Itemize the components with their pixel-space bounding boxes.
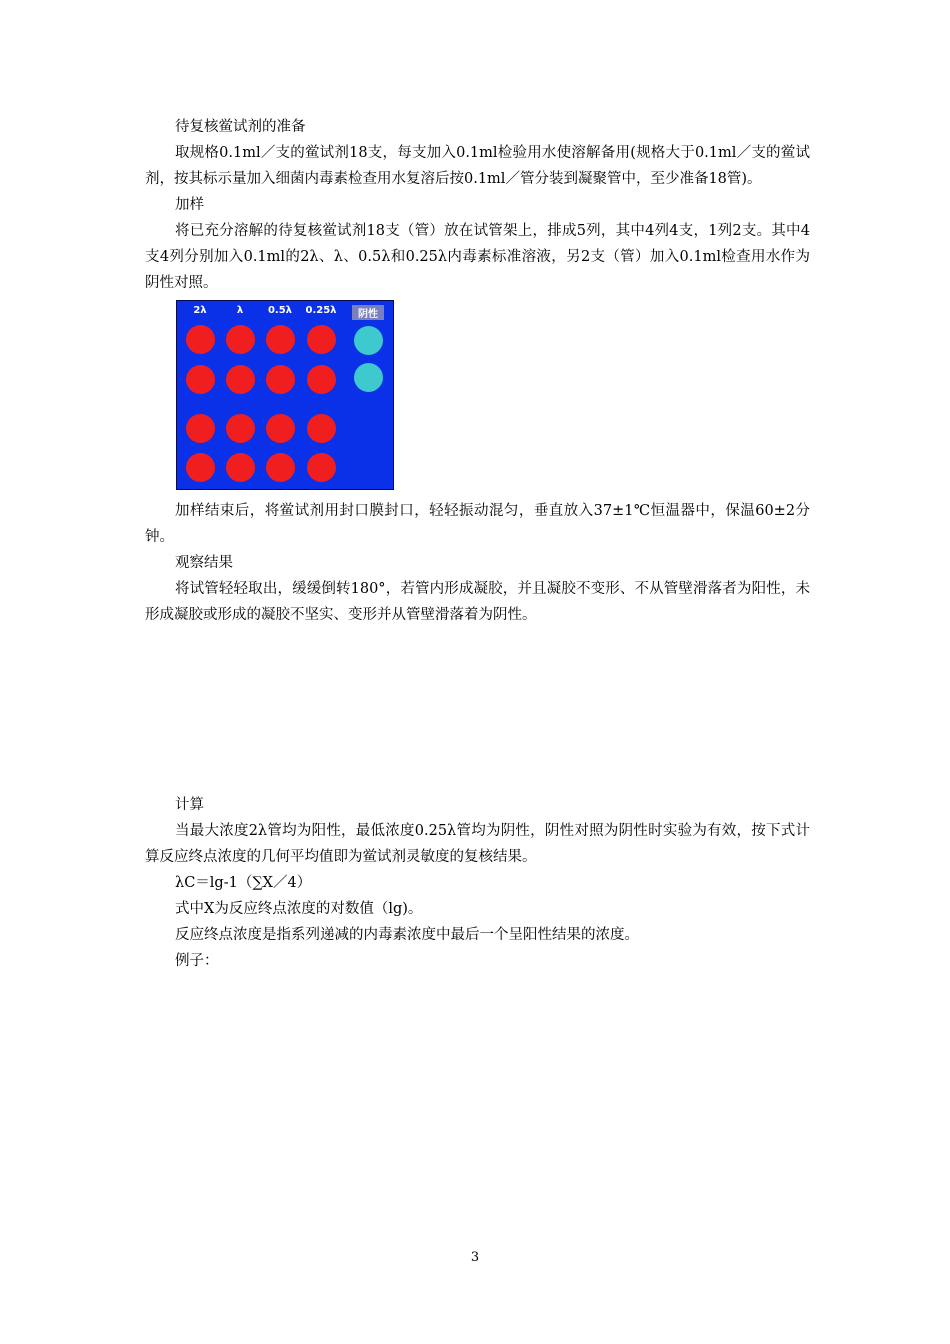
positive-tube bbox=[186, 325, 215, 354]
positive-tube bbox=[307, 365, 336, 394]
calc-text: 当最大浓度2λ管均为阳性，最低浓度0.25λ管均为阴性，阴性对照为阴性时实验为有效，按下式计算反应终点浓度的几何平均值即为鲎试剂灵敏度的复核结果。 bbox=[145, 823, 810, 865]
sample-text: 将已充分溶解的待复核鲎试剂18支（管）放在试管架上，排成5列，其中4列4支，1列2支。其中4支4列分别加入0.1ml的2λ、λ、0.5λ和0.25λ内毒素标准溶液，另2支（管）加入0.1ml检查用水作为阴性对照。 bbox=[145, 223, 810, 291]
observe-text: 将试管轻轻取出，缓缓倒转180°，若管内形成凝胶，并且凝胶不变形、不从管壁滑落者为阳性，未形成凝胶或形成的凝胶不坚实、变形并从管壁滑落着为阴性。 bbox=[145, 581, 810, 623]
positive-tube bbox=[226, 414, 255, 443]
tube-rack-figure bbox=[176, 300, 394, 490]
column-label: λ bbox=[236, 305, 244, 316]
positive-tube bbox=[266, 365, 295, 394]
positive-tube bbox=[307, 414, 336, 443]
positive-tube bbox=[266, 453, 295, 482]
formula-note: 式中X为反应终点浓度的对数值（lg)。 bbox=[175, 901, 423, 917]
positive-tube bbox=[186, 365, 215, 394]
positive-tube bbox=[226, 453, 255, 482]
positive-tube bbox=[266, 325, 295, 354]
positive-tube bbox=[307, 453, 336, 482]
positive-tube bbox=[226, 325, 255, 354]
column-label: 2λ bbox=[193, 305, 207, 316]
example-label: 例子： bbox=[175, 953, 219, 969]
blank-space bbox=[145, 628, 810, 792]
calc-title: 计算 bbox=[175, 797, 204, 813]
definition-text: 反应终点浓度是指系列递减的内毒素浓度中最后一个呈阳性结果的浓度。 bbox=[175, 927, 639, 943]
document-body bbox=[145, 114, 810, 974]
column-label: 阴性 bbox=[352, 305, 384, 320]
observe-title: 观察结果 bbox=[175, 555, 233, 571]
negative-tube bbox=[354, 326, 383, 355]
positive-tube bbox=[186, 414, 215, 443]
formula: λC＝lg-1（∑X／4） bbox=[175, 875, 312, 891]
prep-title: 待复核鲎试剂的准备 bbox=[175, 119, 306, 135]
sample-title: 加样 bbox=[175, 197, 204, 213]
page-number: 3 bbox=[470, 1250, 480, 1265]
positive-tube bbox=[266, 414, 295, 443]
negative-tube bbox=[354, 363, 383, 392]
positive-tube bbox=[307, 325, 336, 354]
positive-tube bbox=[226, 365, 255, 394]
column-label: 0.5λ bbox=[267, 305, 293, 316]
column-label: 0.25λ bbox=[305, 305, 337, 316]
incubate-text: 加样结束后，将鲎试剂用封口膜封口，轻轻振动混匀，垂直放入37±1℃恒温器中，保温60±2分钟。 bbox=[145, 503, 810, 545]
prep-text: 取规格0.1ml／支的鲎试剂18支，每支加入0.1ml检验用水使溶解备用(规格大于0.1ml／支的鲎试剂，按其标示量加入细菌内毒素检查用水复溶后按0.1ml／管分装到凝聚管中，至少准备18管)。 bbox=[145, 145, 810, 187]
positive-tube bbox=[186, 453, 215, 482]
